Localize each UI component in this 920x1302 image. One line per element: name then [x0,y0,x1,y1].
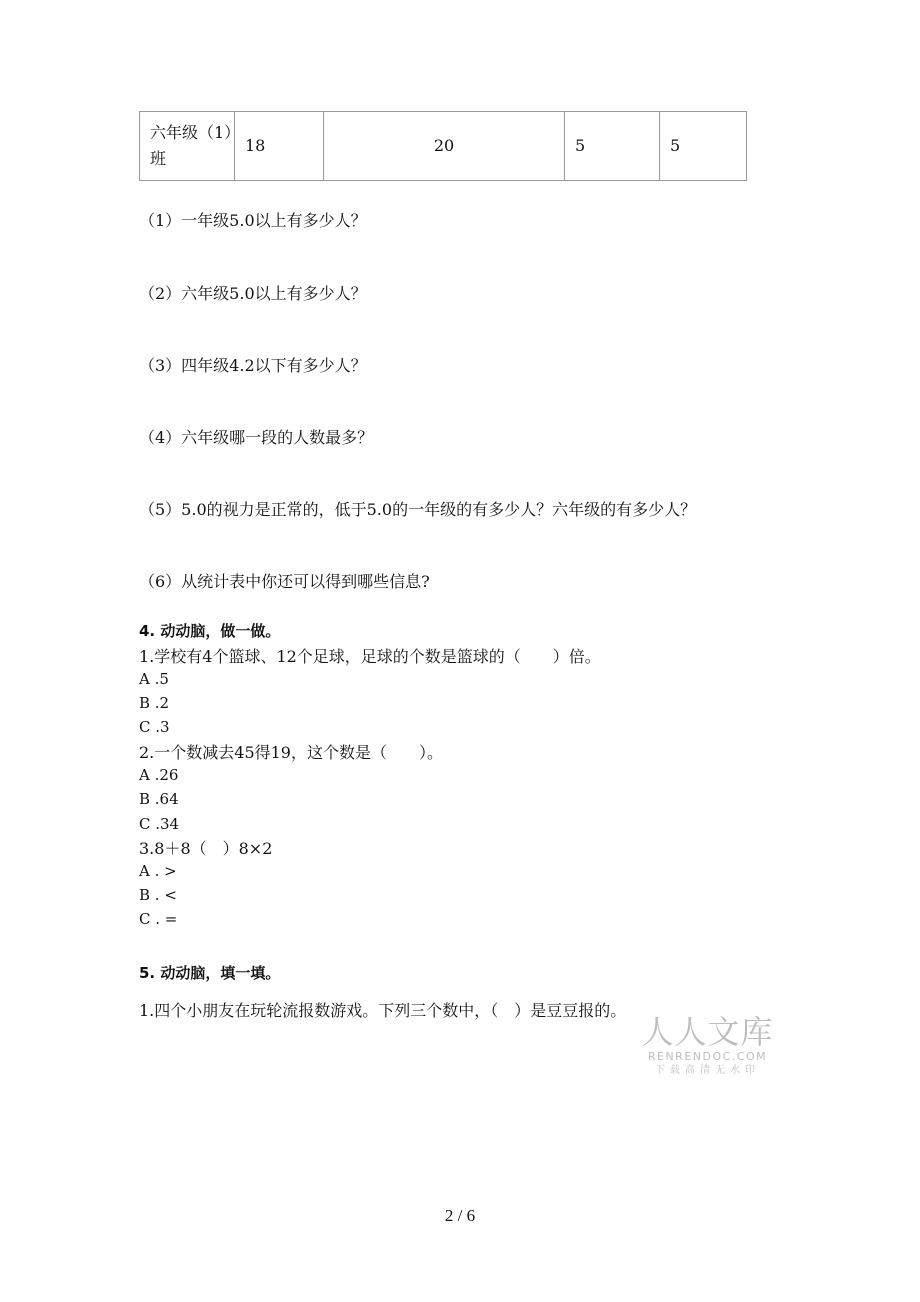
table-row [140,112,747,181]
option-c: C .34 [139,815,180,833]
question-2: （2）六年级5.0以上有多少人？ [139,284,367,303]
option-b: B . < [139,886,177,904]
watermark-logo [640,1014,775,1078]
question-5: （5）5.0的视力是正常的，低于5.0的一年级的有多少人？六年级的有多少人？ [139,500,697,519]
watermark-url: RENRENDOC.COM [647,1050,768,1063]
table-cell: 5 [565,112,660,181]
option-c: C . = [139,910,178,928]
option-a: A .26 [139,766,179,784]
section-4-heading: 4. 动动脑，做一做。 [139,622,281,640]
option-c: C .3 [139,718,170,736]
option-a: A . > [139,862,177,880]
watermark-subtitle: 下载高清无水印 [655,1065,760,1076]
choice-question-2: 2.一个数减去45得19，这个数是（ ）。 [139,743,443,762]
option-b: B .2 [139,694,170,712]
section-5-heading: 5. 动动脑，填一填。 [139,964,281,982]
fill-question-1: 1.四个小朋友在玩轮流报数游戏。下列三个数中，（ ）是豆豆报的。 [139,1001,627,1020]
watermark-main: 人人文库 [641,1013,774,1051]
choice-question-1: 1.学校有4个篮球、12个足球，足球的个数是篮球的（ ）倍。 [139,647,601,666]
question-4: （4）六年级哪一段的人数最多？ [139,428,374,447]
question-1: （1）一年级5.0以上有多少人？ [139,211,367,230]
choice-question-3: 3.8＋8（ ）8×2 [139,839,273,858]
option-a: A .5 [139,670,169,688]
question-3: （3）四年级4.2以下有多少人？ [139,356,367,375]
table-cell: 20 [324,112,565,181]
table-cell: 5 [660,112,747,181]
question-6: （6）从统计表中你还可以得到哪些信息? [139,572,430,591]
statistics-table [139,111,747,181]
option-b: B .64 [139,790,179,808]
page-number: 2 / 6 [444,1206,476,1225]
table-cell: 18 [235,112,324,181]
table-cell-class: 六年级（1）班 [140,112,235,181]
